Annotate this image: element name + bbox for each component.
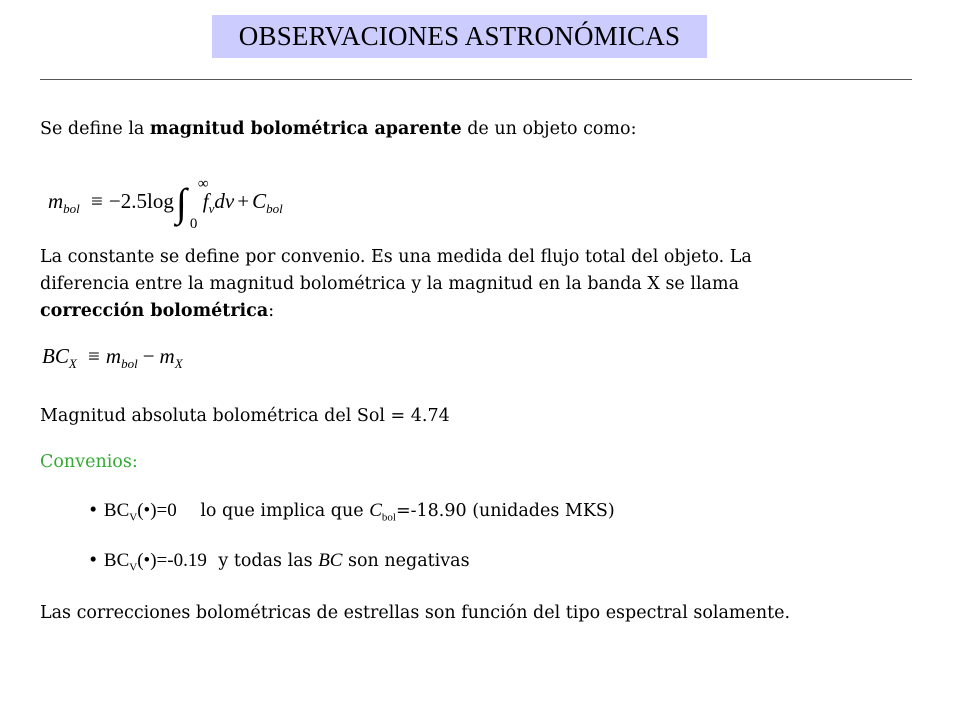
eq1-m-sub: bol (63, 201, 80, 216)
eq1-c-sub: bol (266, 201, 283, 216)
bullet2-arg: (•)=-0.19 (137, 550, 207, 571)
bullet2-text-b: son negativas (342, 551, 470, 571)
bullet1-text-a: lo que implica que (200, 501, 370, 521)
eq2-m-x-sub: X (174, 356, 183, 371)
definition-line (40, 116, 636, 143)
bullet2-bc-sub: V (129, 561, 138, 574)
integral-sign (175, 176, 209, 232)
eq1-m: m (48, 189, 64, 213)
bolometric-correction-term: corrección bolométrica (40, 301, 269, 321)
integral-lower-limit: 0 (189, 216, 198, 232)
slide-title (212, 15, 707, 58)
eq1-dnu: dν (214, 189, 235, 213)
eq2-bc-sub: X (68, 356, 77, 371)
title-divider (40, 79, 912, 80)
integral-upper-limit: ∞ (197, 176, 209, 192)
bullet1-bc: BC (103, 500, 130, 521)
bullet2-text-a: y todas las (218, 551, 319, 571)
eq1-rhs: −2.5log (108, 189, 174, 213)
paragraph-line-3 (40, 298, 274, 325)
eq1-equiv: ≡ (91, 189, 103, 213)
eq2-m-bol: m (105, 344, 122, 368)
slide-title-text: OBSERVACIONES ASTRONÓMICAS (238, 21, 681, 51)
definition-bold-term: magnitud bolométrica aparente (149, 119, 462, 139)
bullet1-arg: (•)=0 (137, 500, 177, 521)
equation-bolometric-correction (42, 344, 183, 372)
eq1-f-sub: ν (208, 201, 215, 216)
equation-bolometric-magnitude (48, 175, 283, 232)
integral-glyph: ∫ (175, 180, 187, 225)
paragraph-line-2: diferencia entre la magnitud bolométrica y la magnitud en la banda X se llama (40, 274, 740, 294)
eq2-m-x: m (159, 344, 175, 368)
bullet1-bc-sub: V (129, 511, 138, 524)
conventions-heading: Convenios: (40, 452, 138, 472)
eq2-equiv: ≡ (88, 344, 100, 368)
bullet2-bc: BC (103, 550, 130, 571)
bullet1-c-sub: bol (381, 511, 396, 524)
paragraph-colon: : (268, 301, 275, 321)
definition-post: de un objeto como: (461, 119, 637, 139)
absolute-magnitude-sun: Magnitud absoluta bolométrica del Sol = 4.74 (40, 406, 450, 426)
definition-pre: Se define la (40, 119, 150, 139)
eq2-m-bol-sub: bol (121, 356, 138, 371)
paragraph-line-1: La constante se define por convenio. Es una medida del flujo total del objeto. La (40, 247, 752, 267)
convention-bullet-1 (88, 500, 615, 524)
closing-statement: Las correcciones bolométricas de estrellas son función del tipo espectral solamente. (40, 603, 791, 623)
bullet1-text-b: =-18.90 (unidades MKS) (395, 501, 615, 521)
bullet-dot-1: • (88, 501, 99, 521)
bullet-dot-2: • (88, 551, 99, 571)
eq2-bc: BC (42, 344, 69, 368)
eq1-c: C (252, 189, 267, 213)
eq2-minus: − (142, 344, 155, 368)
convention-bullet-2 (88, 550, 470, 574)
bullet1-c: C (369, 500, 382, 521)
bullet2-bc-italic: BC (318, 550, 343, 571)
eq1-plus: + (237, 189, 250, 213)
eq1-f: f (202, 189, 209, 213)
